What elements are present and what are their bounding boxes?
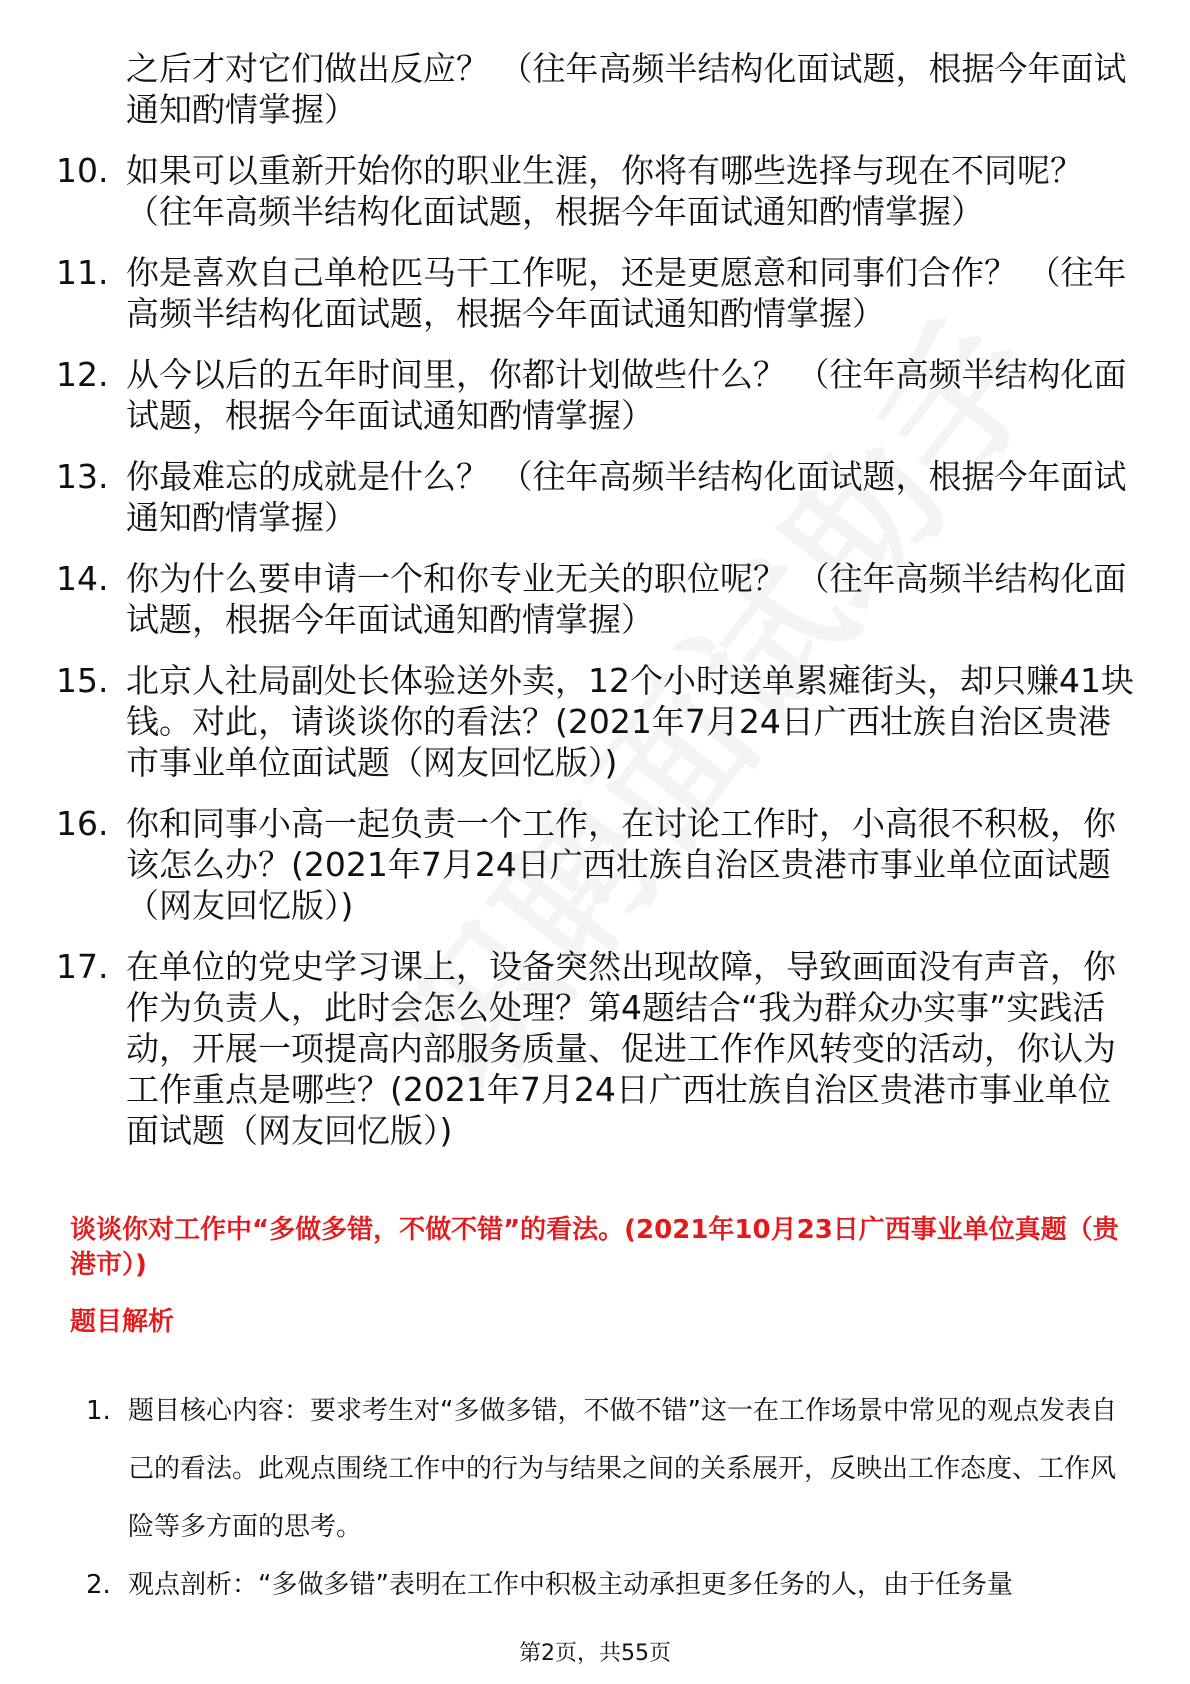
list-item-text: 在单位的党史学习课上，设备突然出现故障，导致画面没有声音，你作为负责人，此时会怎么处理？第4题结合“我为群众办实事”实践活动，开展一项提高内部服务质量、促进工作作风转变的活动，你认为工作重点是哪些？(2021年7月24日广西壮族自治区贵港市事业单位面试题（网友回忆版）) (126, 947, 1116, 1150)
list-item-text: 你最难忘的成就是什么？ （往年高频半结构化面试题，根据今年面试通知酌情掌握） (126, 457, 1127, 537)
list-item-number: 15. (56, 661, 109, 700)
list-item-text: 观点剖析：“多做多错”表明在工作中积极主动承担更多任务的人，由于任务量 (128, 1570, 1013, 1600)
list-item-number: 12. (56, 355, 109, 394)
list-item-text: 你是喜欢自己单枪匹马干工作呢，还是更愿意和同事们合作？ （往年高频半结构化面试题，根据今年面试通知酌情掌握） (126, 253, 1127, 333)
page-number-footer: 第2页，共55页 (519, 1641, 671, 1666)
list-item (56, 48, 1136, 130)
list-item-number: 16. (56, 804, 109, 843)
list-item (56, 660, 1136, 783)
list-item-text: 从今以后的五年时间里，你都计划做些什么？ （往年高频半结构化面试题，根据今年面试通知酌情掌握） (126, 355, 1127, 435)
list-item (56, 558, 1136, 640)
list-item-number: 17. (56, 947, 109, 986)
analysis-list (86, 1382, 1126, 1614)
list-item (56, 803, 1136, 926)
list-item-text: 北京人社局副处长体验送外卖，12个小时送单累瘫街头，却只赚41块钱。对此，请谈谈你的看法？(2021年7月24日广西壮族自治区贵港市事业单位面试题（网友回忆版）) (126, 661, 1134, 782)
list-item (56, 946, 1136, 1151)
list-item-text: 之后才对它们做出反应？ （往年高频半结构化面试题，根据今年面试通知酌情掌握） (126, 49, 1127, 129)
list-item-number: 13. (56, 457, 109, 496)
list-item (56, 252, 1136, 334)
list-item-number: 10. (56, 151, 109, 190)
list-item (56, 354, 1136, 436)
section-heading: 题目解析 (70, 1307, 175, 1337)
list-item (56, 456, 1136, 538)
list-item (56, 150, 1136, 232)
list-item-number: 1. (86, 1396, 111, 1426)
question-list (56, 48, 1136, 1171)
list-item-text: 你为什么要申请一个和你专业无关的职位呢？ （往年高频半结构化面试题，根据今年面试通知酌情掌握） (126, 559, 1127, 639)
list-item (86, 1382, 1126, 1556)
list-item-text: 题目核心内容：要求考生对“多做多错，不做不错”这一在工作场景中常见的观点发表自己的看法。此观点围绕工作中的行为与结果之间的关系展开，反映出工作态度、工作风险等多方面的思考。 (128, 1396, 1117, 1542)
list-item-text: 如果可以重新开始你的职业生涯，你将有哪些选择与现在不同呢？ （往年高频半结构化面试题，根据今年面试通知酌情掌握） (126, 151, 1083, 231)
list-item-number: 2. (86, 1570, 111, 1600)
list-item-number: 11. (56, 253, 109, 292)
list-item (86, 1556, 1126, 1614)
list-item-number: 14. (56, 559, 109, 598)
highlighted-question-title: 谈谈你对工作中“多做多错，不做不错”的看法。(2021年10月23日广西事业单位真题（贵港市）) (70, 1215, 1119, 1280)
list-item-text: 你和同事小高一起负责一个工作，在讨论工作时，小高很不积极，你该怎么办？(2021年7月24日广西壮族自治区贵港市事业单位面试题（网友回忆版）) (126, 804, 1116, 925)
